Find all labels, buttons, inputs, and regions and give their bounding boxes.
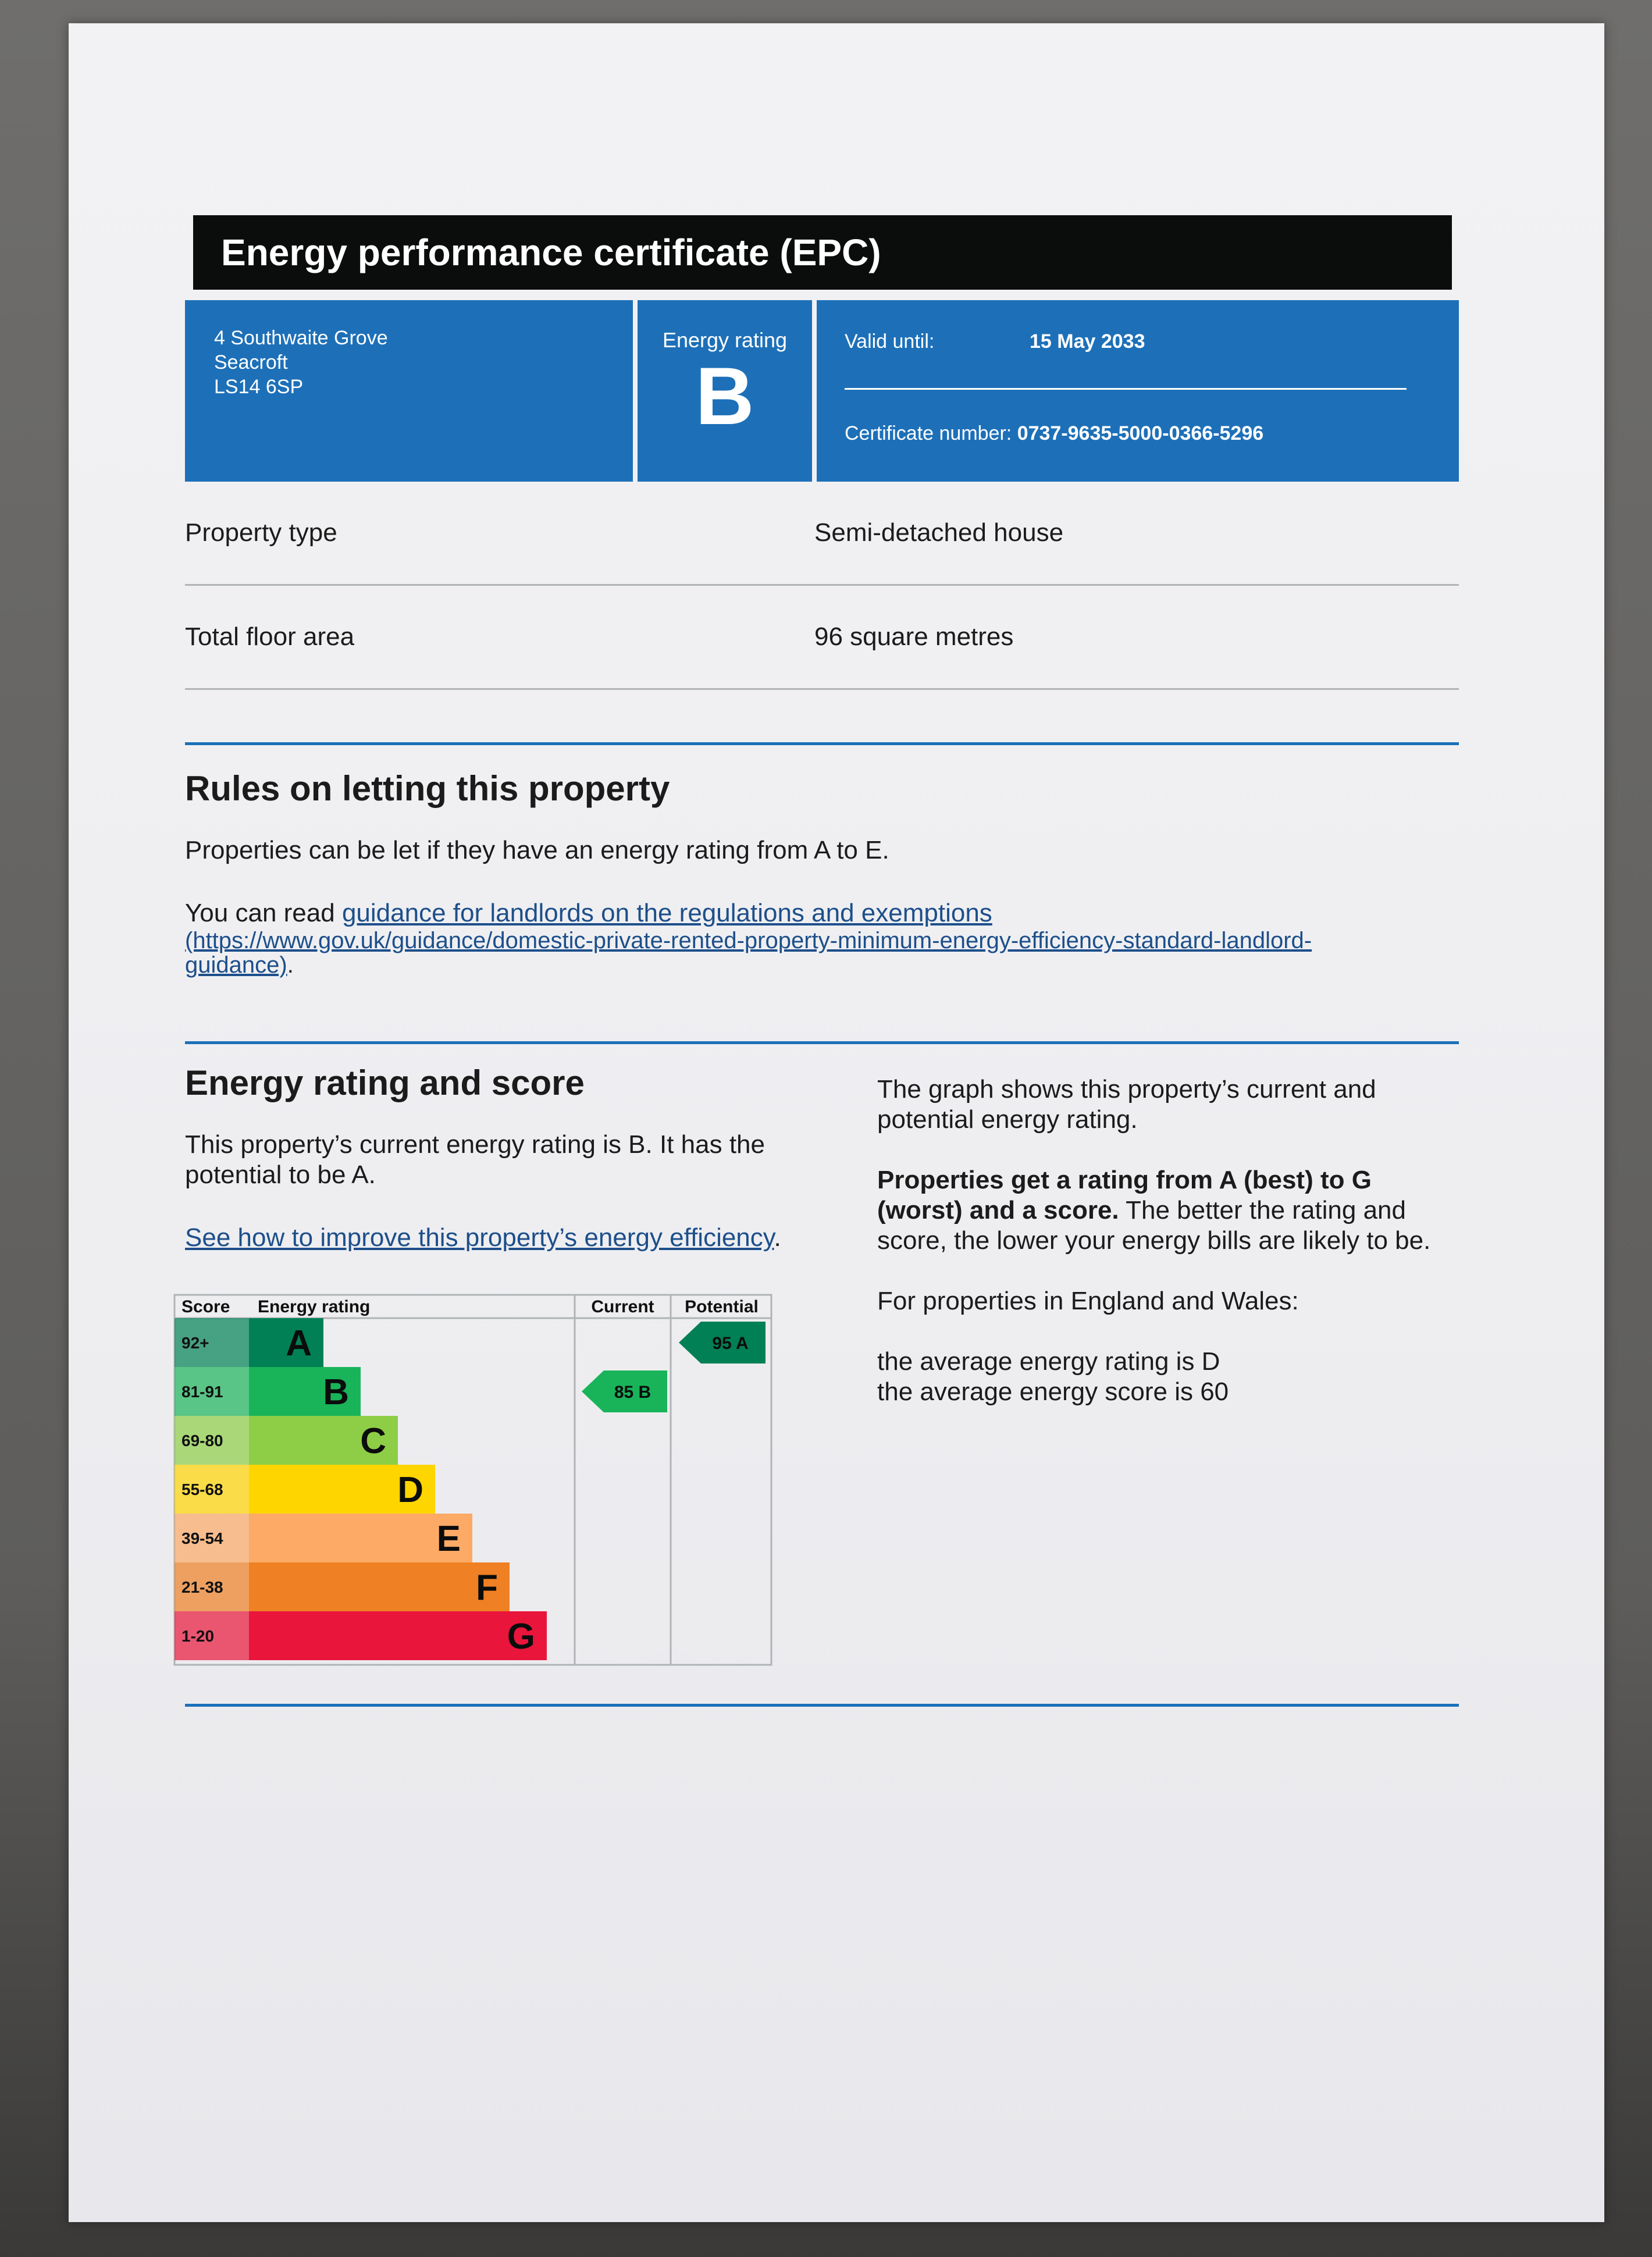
certificate-number-label: Certificate number: (845, 422, 1012, 444)
address-line-2: Seacroft (214, 351, 288, 373)
rating-explanation-rest: The better the rating and score, the lower your energy bills are likely to be. (877, 1196, 1431, 1255)
letting-heading: Rules on letting this property (185, 769, 670, 808)
section-divider-3 (185, 1704, 1459, 1707)
section-divider (185, 742, 1459, 745)
address-postcode: LS14 6SP (214, 376, 304, 398)
energy-right-column (877, 1044, 1459, 1669)
chart-potential-label: 95 A (712, 1334, 749, 1353)
floor-area-label: Total floor area (185, 622, 355, 651)
graph-description: The graph shows this property’s current and potential energy rating. (877, 1075, 1376, 1134)
chart-band-range-a: 92+ (181, 1334, 209, 1352)
improve-link[interactable]: See how to improve this property’s energy efficiency (185, 1223, 774, 1252)
guidance-url (185, 928, 1459, 977)
page-title: Energy performance certificate (EPC) (193, 215, 1452, 290)
guidance-url-link-1[interactable]: (https://www.gov.uk/guidance/domestic-private-rented-property-minimum-energy-efficiency-standard-landlord- (185, 928, 1312, 953)
chart-header-rating: Energy rating (258, 1297, 371, 1316)
energy-current-text: This property’s current energy rating is B. It has the potential to be A. (185, 1130, 765, 1189)
property-type-row (185, 482, 1459, 586)
chart-band-letter-g: G (507, 1617, 535, 1657)
valid-until-date: 15 May 2033 (1030, 330, 1145, 353)
certificate-number: 0737-9635-5000-0366-5296 (1017, 422, 1264, 444)
chart-band-range-d: 55-68 (181, 1480, 223, 1498)
property-type-value: Semi-detached house (814, 518, 1064, 547)
floor-area-value: 96 square metres (814, 622, 1014, 651)
chart-bar-f (249, 1562, 510, 1611)
chart-band-range-f: 21-38 (181, 1578, 223, 1596)
rating-explanation-bold: Properties get a rating from A (best) to G (worst) and a score. (877, 1166, 1372, 1224)
validity-block (817, 300, 1459, 482)
chart-current-label: 85 B (614, 1383, 651, 1402)
chart-band-range-g: 1-20 (181, 1627, 215, 1645)
energy-section (181, 1044, 1459, 1669)
chart-band-letter-f: F (476, 1568, 498, 1608)
chart-bar-g (249, 1611, 547, 1660)
validity-divider (845, 388, 1407, 390)
chart-header-score: Score (181, 1297, 230, 1316)
energy-left-column (181, 1044, 825, 1669)
energy-heading: Energy rating and score (185, 1063, 585, 1102)
chart-band-range-b: 81-91 (181, 1383, 223, 1401)
chart-band-letter-e: E (436, 1519, 461, 1559)
address-line-1: 4 Southwaite Grove (214, 327, 388, 349)
valid-until-label: Valid until: (845, 330, 935, 353)
chart-band-letter-d: D (397, 1470, 423, 1510)
chart-header-current: Current (591, 1297, 654, 1316)
improve-suffix: . (774, 1223, 781, 1252)
address-block (185, 300, 633, 482)
region-text: For properties in England and Wales: (877, 1287, 1299, 1315)
epc-chart (173, 1294, 825, 1669)
guidance-url-link-2[interactable]: guidance) (185, 952, 287, 978)
property-type-label: Property type (185, 518, 337, 547)
floor-area-row (185, 586, 1459, 690)
energy-rating-block (638, 300, 812, 482)
energy-rating-letter: B (695, 350, 754, 442)
average-score: the average energy score is 60 (877, 1377, 1229, 1406)
energy-rating-label: Energy rating (662, 328, 788, 352)
improve-paragraph (185, 1223, 825, 1253)
guidance-link[interactable]: guidance for landlords on the regulations and exemptions (341, 899, 992, 927)
chart-band-range-e: 39-54 (181, 1529, 223, 1547)
paper-sheet (69, 23, 1604, 2222)
rating-explanation (877, 1165, 1459, 1256)
chart-band-letter-b: B (323, 1372, 349, 1412)
chart-band-letter-a: A (286, 1323, 312, 1364)
epc-chart-svg (173, 1294, 772, 1666)
guidance-url-suffix: . (287, 952, 294, 978)
epc-document (181, 215, 1459, 1707)
chart-band-range-c: 69-80 (181, 1432, 223, 1450)
summary-banner (185, 300, 1459, 482)
average-rating: the average energy rating is D (877, 1347, 1220, 1376)
letting-guidance (185, 898, 1459, 928)
guidance-prefix: You can read (185, 899, 342, 927)
chart-header-potential: Potential (685, 1297, 759, 1316)
letting-text: Properties can be let if they have an energy rating from A to E. (185, 836, 889, 864)
chart-band-letter-c: C (360, 1421, 386, 1461)
